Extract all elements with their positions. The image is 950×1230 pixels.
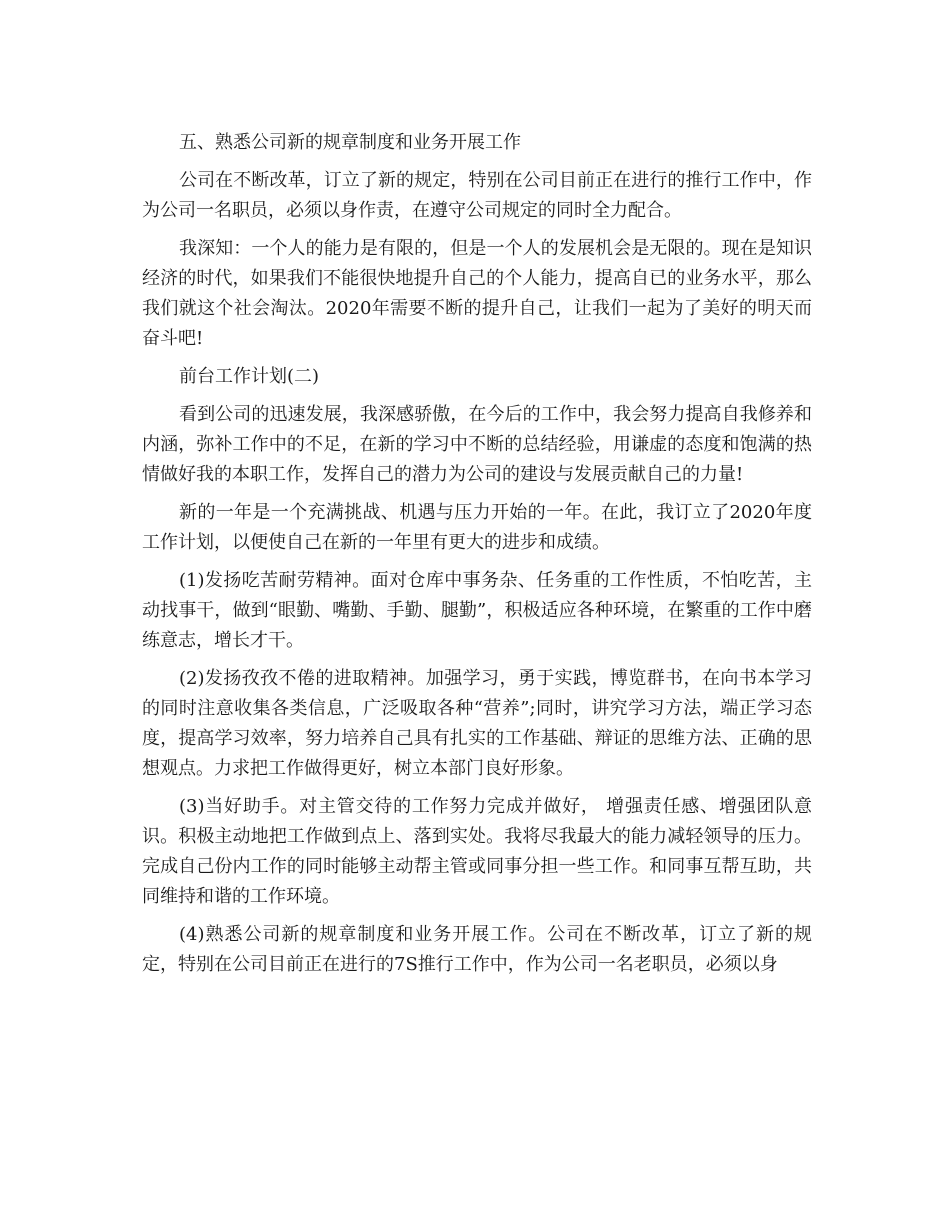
paragraph-item-3: (3)当好助手。对主管交待的工作努力完成并做好， 增强责任感、增强团队意识。积极主动地把工作做到点上、落到实处。我将尽我最大的能力减轻领导的压力。完成自己份内工作的同时能够主动帮主管或同事分担一些工作。和同事互帮互助，共同维持和谐的工作环境。 [142, 796, 812, 907]
paragraph-reform-rules: 公司在不断改革，订立了新的规定，特别在公司目前正在进行的推行工作中，作为公司一名职员，必须以身作责，在遵守公司规定的同时全力配合。 [142, 170, 812, 221]
section-heading-five: 五、熟悉公司新的规章制度和业务开展工作 [179, 132, 521, 153]
paragraph-personal-ability: 我深知：一个人的能力是有限的，但是一个人的发展机会是无限的。现在是知识经济的时代，如果我们不能很快地提升自己的个人能力，提高自已的业务水平，那么我们就这个社会淘汰。2020年需要不断的提升自己，让我们一起为了美好的明天而奋斗吧! [142, 238, 812, 349]
paragraph-item-1: (1)发扬吃苦耐劳精神。面对仓库中事务杂、任务重的工作性质，不怕吃苦，主动找事干，做到“眼勤、嘴勤、手勤、腿勤”，积极适应各种环境，在繁重的工作中磨练意志，增长才干。 [142, 570, 812, 651]
paragraph-item-2: (2)发扬孜孜不倦的进取精神。加强学习，勇于实践，博览群书，在向书本学习的同时注意收集各类信息，广泛吸取各种“营养”;同时，讲究学习方法，端正学习态度，提高学习效率，努力培养自己具有扎实的工作基础、辩证的思维方法、正确的思想观点。力求把工作做得更好，树立本部门良好形象。 [142, 668, 812, 779]
section-heading-plan-two: 前台工作计划(二) [179, 366, 320, 387]
document-body [142, 128, 812, 988]
paragraph-new-year: 新的一年是一个充满挑战、机遇与压力开始的一年。在此，我订立了2020年度工作计划，以便使自己在新的一年里有更大的进步和成绩。 [142, 502, 812, 553]
paragraph-item-4: (4)熟悉公司新的规章制度和业务开展工作。公司在不断改革，订立了新的规定，特别在公司目前正在进行的7S推行工作中，作为公司一名老职员，必须以身 [142, 924, 812, 975]
paragraph-company-growth: 看到公司的迅速发展，我深感骄傲，在今后的工作中，我会努力提高自我修养和内涵，弥补工作中的不足，在新的学习中不断的总结经验，用谦虚的态度和饱满的热情做好我的本职工作，发挥自己的潜力为公司的建设与发展贡献自己的力量! [142, 404, 812, 485]
